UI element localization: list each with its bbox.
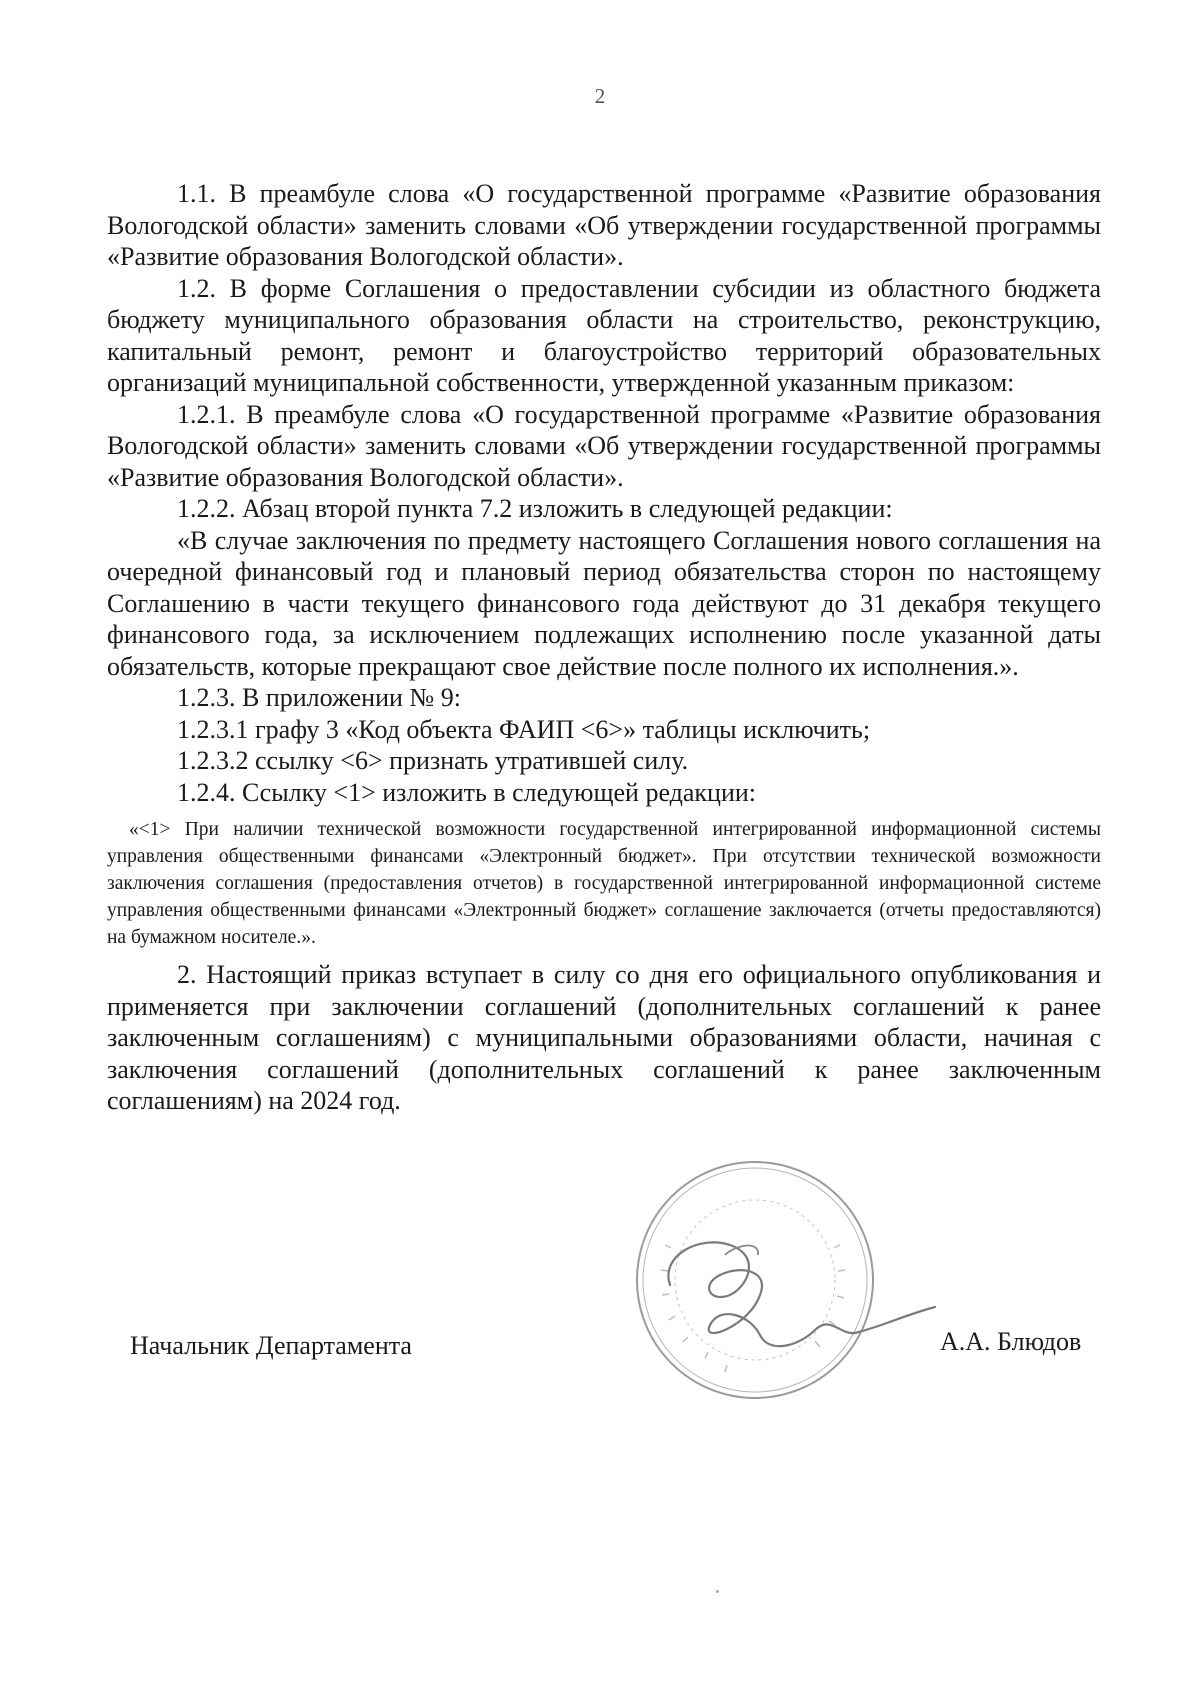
paragraph-1-2-3-2: 1.2.3.2 ссылку <6> признать утратившей силу. [177, 746, 689, 775]
handwritten-signature-icon [640, 1215, 940, 1385]
paragraph-1-2-4: 1.2.4. Ссылку <1> изложить в следующей редакции: [177, 777, 757, 807]
footnote-1: «<1> При наличии технической возможности государственной интегрированной информационной системы управления общественными финансами «Электронный бюджет». При отсутствии технической возможности заключения соглашения (предоставления отчетов) в государственной интегрированной информационной системе управления общественными финансами «Электронный бюджет» соглашение заключается (отчеты предоставляются) на бумажном носителе.». [107, 819, 1101, 948]
signature-position: Начальник Департамента [130, 1331, 412, 1360]
paragraph-1-2-3-1: 1.2.3.1 графу 3 «Код объекта ФАИП <6>» таблицы исключить; [177, 714, 871, 744]
paragraph-1-2-2: 1.2.2. Абзац второй пункта 7.2 изложить в следующей редакции: [177, 494, 893, 523]
paragraph-2: 2. Настоящий приказ вступает в силу со дня его официального опубликования и применяется при заключении соглашений (дополнительных соглашений к ранее заключенным соглашениям) с муниципальными образованиями области, начиная с заключения соглашений (дополнительных соглашений к ранее заключенным соглашениям) на 2024 год. [107, 960, 1101, 1115]
paragraph-1-2: 1.2. В форме Соглашения о предоставлении субсидии из областного бюджета бюджету муниципального образования области на строительство, реконструкцию, капитальный ремонт, ремонт и благоустройство территорий образовательных организаций муниципальной собственности, утвержденной указанным приказом: [107, 273, 1101, 397]
signature-name: А.А. Блюдов [940, 1327, 1082, 1356]
paragraph-1-1: 1.1. В преамбуле слова «О государственной программе «Развитие образования Вологодской области» заменить словами «Об утверждении государственной программы «Развитие образования Вологодской области». [107, 179, 1101, 271]
scan-mark [716, 1590, 719, 1593]
document-body [107, 178, 1101, 1117]
paragraph-1-2-3: 1.2.3. В приложении № 9: [177, 683, 461, 712]
paragraph-1-2-1: 1.2.1. В преамбуле слова «О государственной программе «Развитие образования Вологодской области» заменить словами «Об утверждении государственной программы «Развитие образования Вологодской области». [107, 399, 1101, 492]
paragraph-quote-7-2: «В случае заключения по предмету настоящего Соглашения нового соглашения на очередной финансовый год и плановый период обязательства сторон по настоящему Соглашению в части текущего финансового года действуют до 31 декабря текущего финансового года, за исключением подлежащих исполнению после указанной даты обязательств, которые прекращают свое действие после полного их исполнения.». [107, 525, 1101, 681]
page-number: 2 [594, 84, 606, 108]
